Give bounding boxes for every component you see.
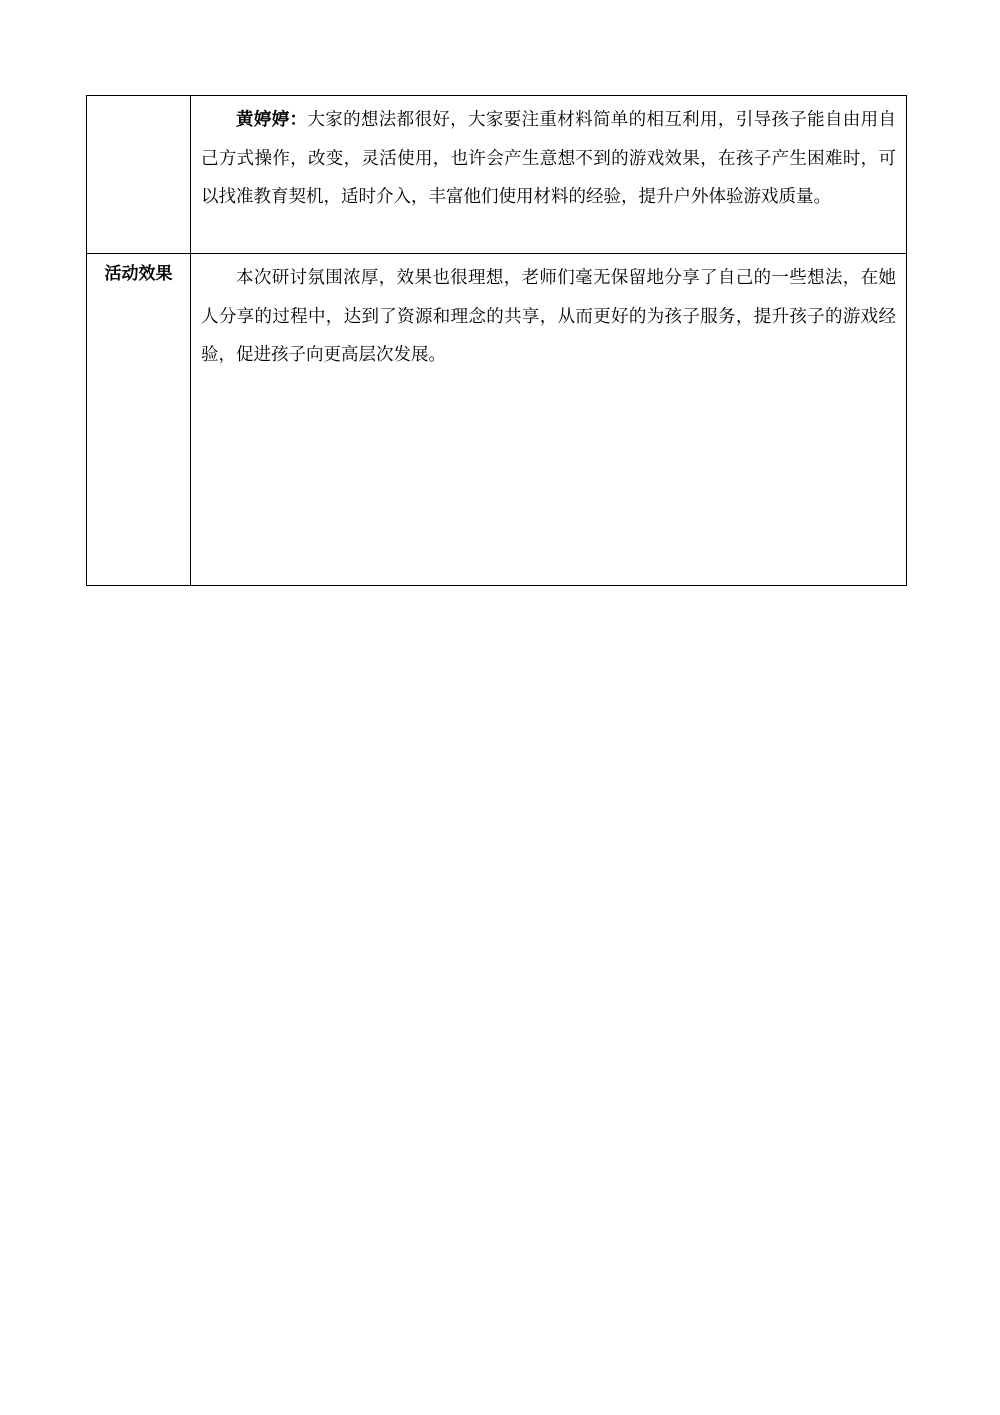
discussion-paragraph [201,101,896,217]
row-label-activity-effect: 活动效果 [87,254,191,586]
activity-effect-content [191,254,907,586]
speaker-comment: 大家的想法都很好，大家要注重材料简单的相互利用，引导孩子能自由用自己方式操作，改变，灵活使用，也许会产生意想不到的游戏效果，在孩子产生困难时，可以找准教育契机，适时介入，丰富他们使用材料的经验，提升户外体验游戏质量。 [201,110,896,207]
row-label-empty [87,96,191,254]
discussion-content [191,96,907,254]
record-table [86,95,907,586]
speaker-name: 黄婷婷： [236,110,308,130]
table-row-discussion [87,96,907,254]
table-row-activity-effect [87,254,907,586]
activity-effect-paragraph: 本次研讨氛围浓厚，效果也很理想，老师们毫无保留地分享了自己的一些想法，在她人分享的过程中，达到了资源和理念的共享，从而更好的为孩子服务，提升孩子的游戏经验，促进孩子向更高层次发展。 [201,268,896,365]
